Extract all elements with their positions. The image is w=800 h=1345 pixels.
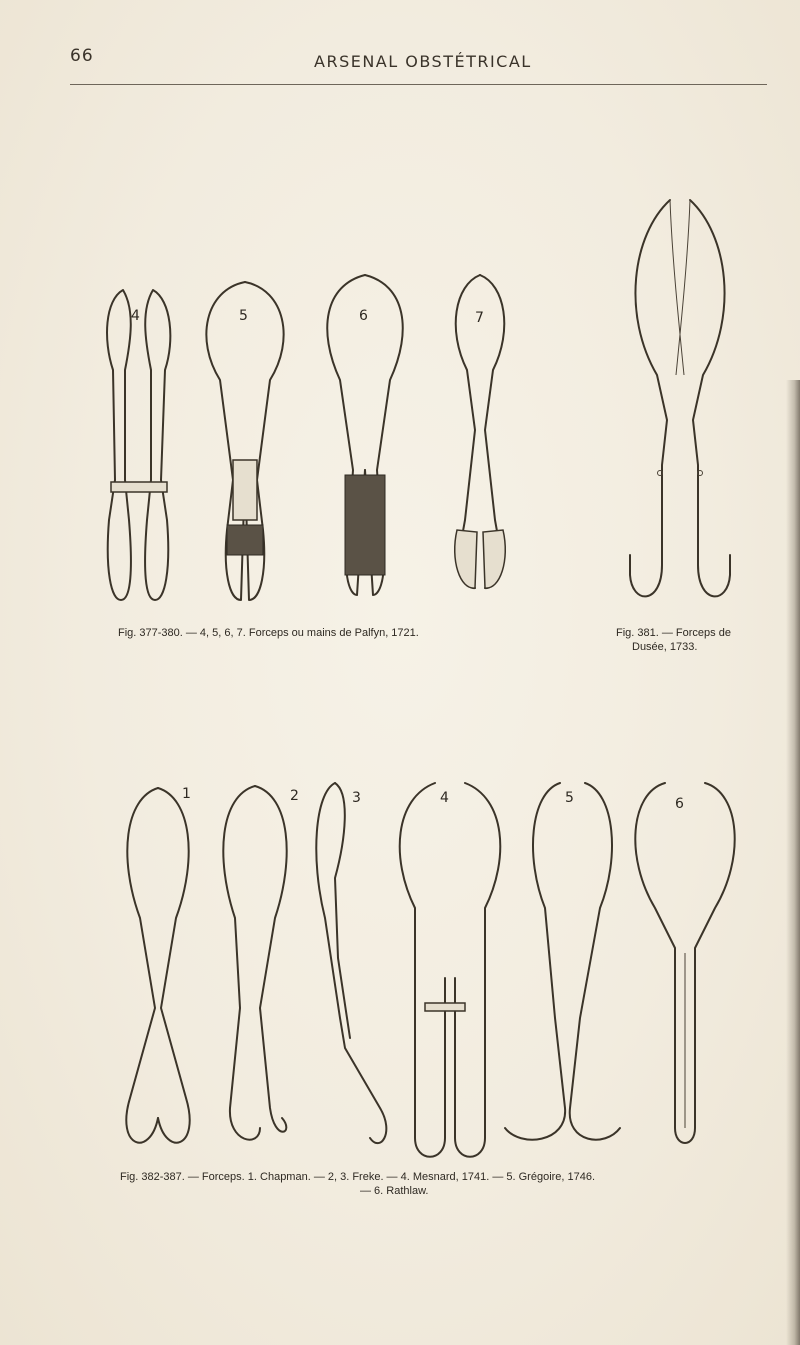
forceps-4-mesnard-illustration [400, 783, 501, 1157]
figure-382-387-caption-line2: — 6. Rathlaw. [360, 1185, 429, 1197]
figure-label-b3: 3 [352, 790, 361, 806]
palfyn-forceps-illustration [95, 270, 535, 615]
page-header [70, 46, 770, 76]
figure-label-6: 6 [359, 308, 368, 324]
figure-label-b6: 6 [675, 796, 684, 812]
forceps-1-6-illustration [110, 778, 740, 1163]
figure-377-380-caption: Fig. 377-380. — 4, 5, 6, 7. Forceps ou mains de Palfyn, 1721. [118, 627, 419, 639]
forceps-6-rathlaw-illustration [635, 783, 734, 1143]
page-number: 66 [70, 46, 94, 66]
dusee-forceps-illustration [612, 195, 747, 620]
forceps-5-illustration [206, 282, 283, 600]
figure-label-5: 5 [239, 308, 248, 324]
figure-label-b2: 2 [290, 788, 299, 804]
figure-label-b1: 1 [182, 786, 191, 802]
figure-label-4: 4 [131, 308, 140, 324]
forceps-1-chapman-illustration [126, 786, 191, 1143]
header-rule [70, 84, 767, 85]
figure-label-b5: 5 [565, 790, 574, 806]
forceps-5-gregoire-illustration [505, 783, 620, 1140]
figure-381-caption-line1: Fig. 381. — Forceps de [616, 627, 731, 639]
forceps-4-illustration [107, 290, 170, 600]
forceps-6-illustration [327, 275, 402, 595]
figure-label-b4: 4 [440, 790, 449, 806]
figure-381-caption-line2: Dusée, 1733. [632, 641, 698, 653]
running-title: ARSENAL OBSTÉTRICAL [314, 52, 532, 71]
figure-382-387-caption-line1: Fig. 382-387. — Forceps. 1. Chapman. — 2, 3. Freke. — 4. Mesnard, 1741. — 5. Grégoire, 1746. [120, 1171, 596, 1183]
forceps-2-freke-illustration [223, 786, 299, 1140]
page-edge-shadow [786, 380, 800, 1345]
figure-label-7: 7 [475, 310, 484, 326]
forceps-3-freke-illustration [316, 783, 386, 1143]
forceps-7-illustration [455, 275, 506, 588]
